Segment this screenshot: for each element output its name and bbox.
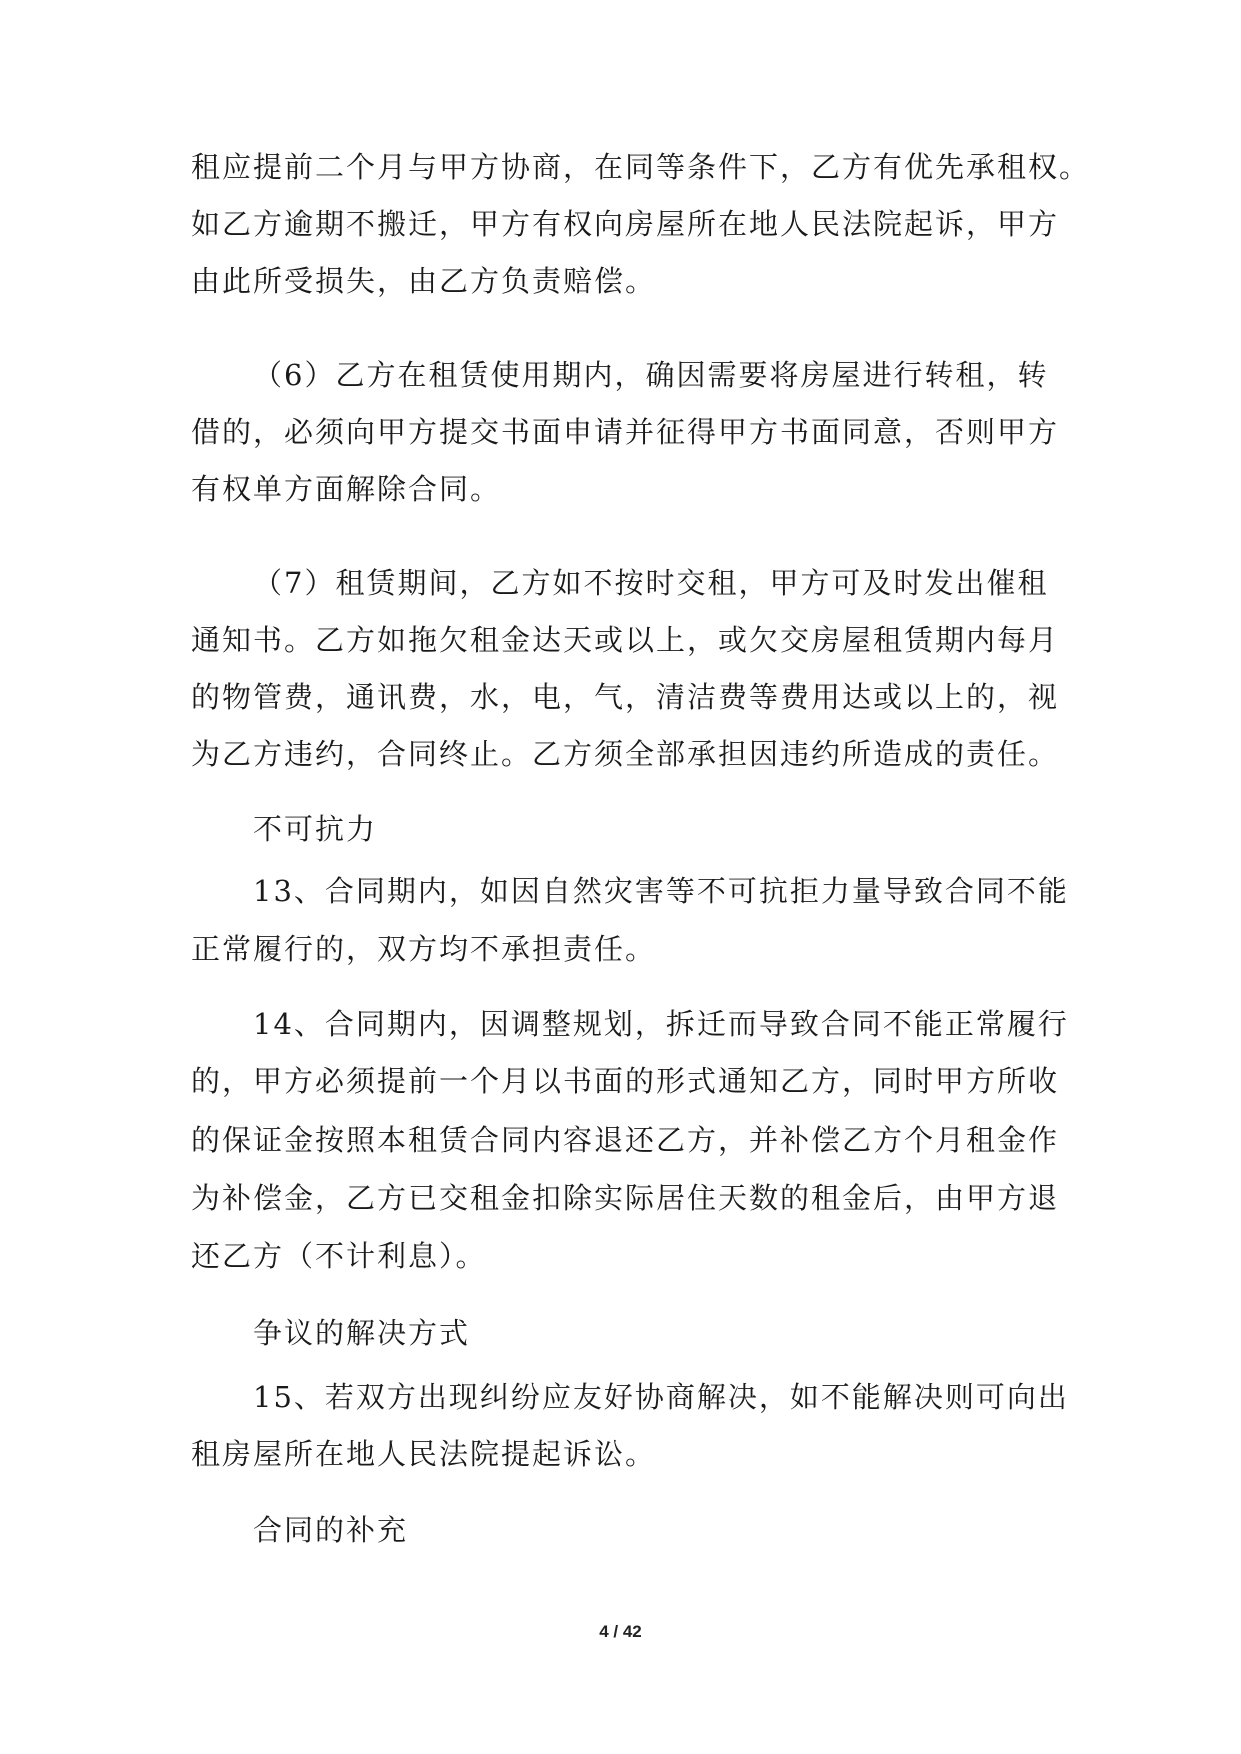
page-number: 4 / 42 [599,1622,642,1641]
text-line: （6）乙方在租赁使用期内，确因需要将房屋进行转租，转 [253,358,1049,392]
section-heading: 合同的补充 [253,1513,409,1547]
text-line: 13、合同期内，如因自然灾害等不可抗拒力量导致合同不能 [253,874,1069,908]
text-line: 租房屋所在地人民法院提起诉讼。 [191,1437,657,1471]
text-line: 15、若双方出现纠纷应友好协商解决，如不能解决则可向出 [253,1380,1069,1414]
section-heading: 不可抗力 [253,812,378,846]
text-line: 租应提前二个月与甲方协商，在同等条件下，乙方有优先承租权。 [191,150,1091,184]
text-line: （7）租赁期间，乙方如不按时交租，甲方可及时发出催租 [253,566,1049,600]
text-line: 为乙方违约，合同终止。乙方须全部承担因违约所造成的责任。 [191,737,1060,771]
text-line: 借的，必须向甲方提交书面申请并征得甲方书面同意，否则甲方 [191,415,1060,449]
section-heading: 争议的解决方式 [253,1316,471,1350]
text-line: 为补偿金，乙方已交租金扣除实际居住天数的租金后，由甲方退 [191,1181,1060,1215]
text-line: 有权单方面解除合同。 [191,472,502,506]
text-line: 正常履行的，双方均不承担责任。 [191,932,657,966]
text-line: 通知书。乙方如拖欠租金达天或以上，或欠交房屋租赁期内每月 [191,623,1060,657]
text-line: 还乙方（不计利息）。 [191,1239,487,1273]
text-line: 如乙方逾期不搬迁，甲方有权向房屋所在地人民法院起诉，甲方 [191,207,1060,241]
text-line: 14、合同期内，因调整规划，拆迁而导致合同不能正常履行 [253,1007,1069,1041]
text-line: 的，甲方必须提前一个月以书面的形式通知乙方，同时甲方所收 [191,1064,1060,1098]
text-line: 的保证金按照本租赁合同内容退还乙方，并补偿乙方个月租金作 [191,1123,1060,1157]
text-line: 由此所受损失，由乙方负责赔偿。 [191,264,657,298]
text-line: 的物管费，通讯费，水，电，气，清洁费等费用达或以上的，视 [191,680,1060,714]
